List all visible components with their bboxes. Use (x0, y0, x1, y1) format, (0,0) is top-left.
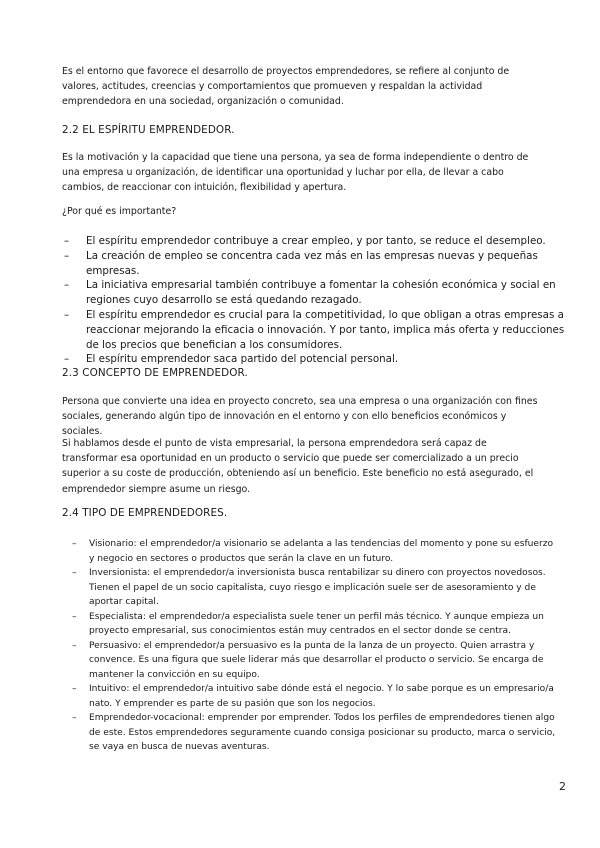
intro-paragraph: Es el entorno que favorece el desarrollo de proyectos emprendedores, se refiere al conjunto de valores, actitudes, creencias y comportamientos que promueven y respaldan la actividad emprendedora en una sociedad, organización o comunidad. (62, 66, 510, 108)
importance-list (64, 234, 570, 367)
section-2-2-paragraph: Es la motivación y la capacidad que tiene una persona, ya sea de forma independiente o dentro de una empresa u organización, de identificar una oportunidad y luchar por ella, de llevar a cabo cambios, de reaccionar con intuición, flexibilidad y apertura. (62, 152, 529, 194)
list-item: – El espíritu emprendedor es crucial para la competitividad, lo que obligan a otras empresas a reaccionar mejorando la eficacia o innovación. Y por tanto, implica más oferta y reducciones de los precios que benefician a los consumidores. (64, 308, 570, 352)
importance-question: ¿Por qué es importante? (62, 206, 177, 217)
list-item: – El espíritu emprendedor contribuye a crear empleo, y por tanto, se reduce el desempleo. (64, 234, 570, 249)
list-item: – La iniciativa empresarial también contribuye a fomentar la cohesión económica y social en regiones cuyo desarrollo se está quedando rezagado. (64, 278, 570, 308)
list-item: – Inversionista: el emprendedor/a inversionista busca rentabilizar su dinero con proyectos novedosos. Tienen el papel de un socio capitalista, cuyo riesgo e implicación suele ser de asesoramiento y de aportar capital. (72, 566, 558, 610)
entrepreneur-types-list (72, 537, 558, 755)
list-item: – Emprendedor-vocacional: emprender por emprender. Todos los perfiles de emprendedores tienen algo de este. Estos emprendedores seguramente cuando consiga posicionar su producto, marca o servicio, se vaya en busca de nuevas aventuras. (72, 711, 558, 755)
section-2-3-paragraph-2: Si hablamos desde el punto de vista empresarial, la persona emprendedora será capaz de transformar esa oportunidad en un producto o servicio que puede ser comercializado a un precio superior a su coste de producción, obteniendo así un beneficio. Este beneficio no está asegurado, el emprendedor siempre asume un riesgo. (62, 438, 534, 495)
list-item: – Intuitivo: el emprendedor/a intuitivo sabe dónde está el negocio. Y lo sabe porque es un empresario/a nato. Y emprender es parte de su pasión que son los negocios. (72, 682, 558, 711)
list-item: – Especialista: el emprendedor/a especialista suele tener un perfil más técnico. Y aunque empieza un proyecto empresarial, sus conocimientos están muy centrados en el sector donde se centra. (72, 610, 558, 639)
list-item: – El espíritu emprendedor saca partido del potencial personal. (64, 352, 570, 367)
list-item: – Persuasivo: el emprendedor/a persuasivo es la punta de la lanza de un proyecto. Quien arrastra y convence. Es una figura que suele liderar más que desarrollar el producto o servicio. Se encarga de mantener la convicción en su equipo. (72, 639, 558, 683)
page-number: 2 (559, 780, 566, 793)
list-item: – Visionario: el emprendedor/a visionario se adelanta a las tendencias del momento y pone su esfuerzo y negocio en sectores o productos que serán la clave en un futuro. (72, 537, 558, 566)
section-2-4-heading: 2.4 TIPO DE EMPRENDEDORES. (62, 507, 228, 519)
section-2-3-heading: 2.3 CONCEPTO DE EMPRENDEDOR. (62, 367, 248, 379)
section-2-3-paragraph-1: Persona que convierte una idea en proyecto concreto, sea una empresa o una organización con fines sociales, generando algún tipo de innovación en el entorno y con ello beneficios económicos y sociales. (62, 396, 538, 438)
list-item: – La creación de empleo se concentra cada vez más en las empresas nuevas y pequeñas empresas. (64, 249, 570, 279)
section-2-2-heading: 2.2 EL ESPÍRITU EMPRENDEDOR. (62, 124, 235, 136)
